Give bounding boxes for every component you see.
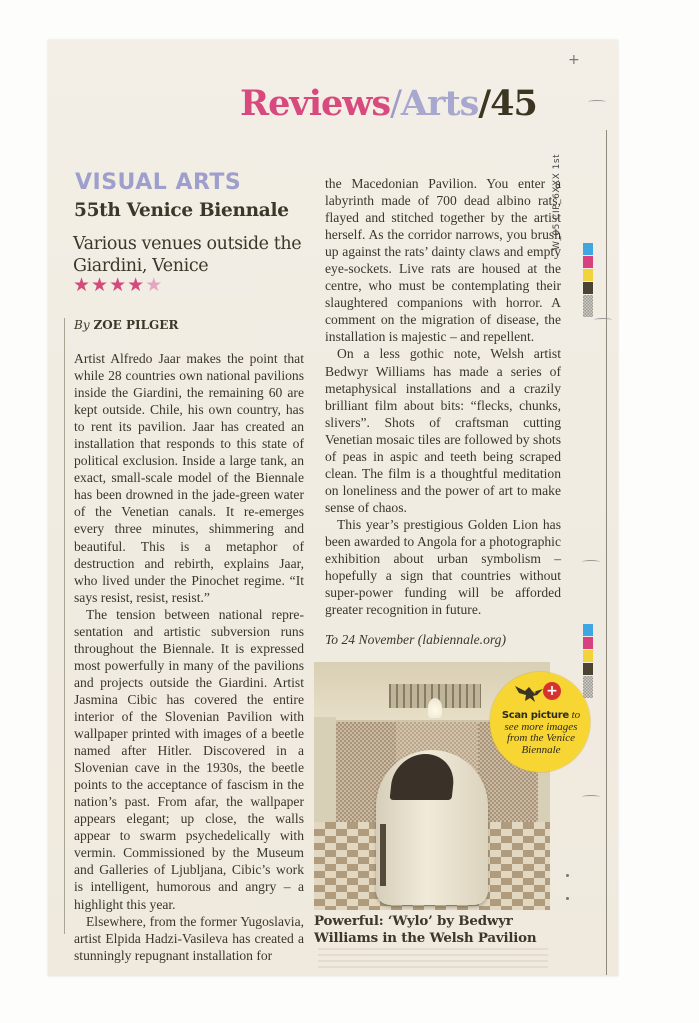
swatch-black <box>583 282 593 294</box>
paragraph: This year’s prestigious Golden Lion has been awarded to Angola for a photographic exhibition about urban symbolism – hopefully a sign that countries without super-power funding will be afforded greater recognition in future. <box>325 516 561 618</box>
star-filled-icon: ★ <box>127 274 146 296</box>
swatch-black <box>583 663 593 675</box>
tear-mark <box>582 795 600 799</box>
photo-pillar <box>314 717 336 837</box>
star-rating <box>73 274 163 296</box>
exhibition-dates: To 24 November (labiennale.org) <box>325 632 506 647</box>
folio-page-number: 45 <box>490 83 537 124</box>
section-kicker: VISUAL ARTS <box>75 170 242 195</box>
star-empty-icon: ★ <box>145 274 164 296</box>
plus-icon: + <box>543 682 561 700</box>
eagle-icon <box>513 683 547 705</box>
column-rule <box>64 318 65 934</box>
scan-picture-badge <box>490 672 590 772</box>
swatch-yellow <box>583 269 593 281</box>
star-filled-icon: ★ <box>109 274 128 296</box>
event-title: 55th Venice Biennale <box>74 200 289 221</box>
paragraph: The tension between national representation and artistic subversion runs throughout the Biennale. It is expressed most powerfully in many of the pavilions and projects outside the Giardini. Artist Jasmina Cibic has covered the entire interior of the Slovenian Pavilion with wallpaper printed with images of a beetle named after Hitler. Discovered in a Slovenian cave in the 1930s, the beetle points to the acceptance of fascism in the nation’s past. From afar, the wallpaper appears elegant; up close, the walls appear to swarm psychedelically with vermin. Commissioned by the Museum and Galleries of Ljubljana, Cibic’s work is intelligent, humorous and angry – a highlight this year. <box>74 606 304 912</box>
page-folio <box>240 83 537 124</box>
photo-caption: Powerful: ‘Wylo’ by Bedwyr Williams in the Welsh Pavilion <box>314 913 537 946</box>
speck <box>566 897 569 900</box>
tear-mark <box>594 318 612 322</box>
byline-prefix: By <box>74 318 90 332</box>
scan-badge-rest: to see more images from the Venice Biennale <box>504 709 581 756</box>
swatch-yellow <box>583 650 593 662</box>
folio-separator: / <box>478 83 491 124</box>
star-filled-icon: ★ <box>91 274 110 296</box>
paragraph: the Macedonian Pavilion. You enter a labyrinth made of 700 dead albino rats, flayed and stitched together by the artist herself. As the corridor narrows, you brush up against the rats’ dainty claws and empty eye-sockets. Live rats are housed at the centre, who must be contemplating their slaughtered companions with horror. A comment on the migration of disease, the installation is majestic – and repellent. <box>325 176 561 345</box>
show-through-text <box>318 948 548 970</box>
swatch-cyan <box>583 243 593 255</box>
tear-mark <box>588 100 606 104</box>
scan-badge-text <box>494 710 588 756</box>
speck <box>566 874 569 877</box>
photo-dome-door <box>380 824 386 886</box>
crop-mark-icon: + <box>568 52 580 68</box>
swatch-grey <box>583 676 593 698</box>
print-slug: W_05 CIP_6XXX 1st <box>552 153 562 250</box>
registration-color-bar-lower <box>583 624 593 699</box>
star-filled-icon: ★ <box>73 274 92 296</box>
swatch-magenta <box>583 256 593 268</box>
byline <box>74 318 178 332</box>
photo-lamp <box>428 698 442 718</box>
tear-mark <box>582 560 600 564</box>
folio-subsection: Arts <box>400 83 479 124</box>
author-name: ZOE PILGER <box>93 318 179 332</box>
registration-color-bar <box>583 243 593 318</box>
article-column-right <box>325 175 561 618</box>
venue-subtitle: Various venues outside the Giardini, Venice <box>73 234 302 276</box>
folio-section: Reviews <box>240 83 391 124</box>
swatch-grey <box>583 295 593 317</box>
paragraph: Artist Alfredo Jaar makes the point that while 28 countries own national pavilions inside the Giardini, the remaining 60 are kept outside. Chile, his own country, has to rent its pavilion. Jaar has created an installation that responds to this state of political exclusion. Inside a large tank, an exact, small-scale model of the Biennale has been drowned in the jade-green water of the Venetian canals. It re-emerges every three minutes, shimmering and beautiful. This is a metaphor of destruction and rebirth, explains Jaar, who lived under the Pinochet regime. “It says resist, resist, resist.” <box>74 351 304 605</box>
folio-separator: / <box>390 84 401 124</box>
swatch-cyan <box>583 624 593 636</box>
page-edge-rule <box>606 130 607 975</box>
swatch-magenta <box>583 637 593 649</box>
paragraph: On a less gothic note, Welsh artist Bedwyr Williams has made a series of metaphysical installations and a crazily brilliant film about bits: “flecks, chunks, slivers”. Shots of craftsman cutting Venetian mosaic tiles are followed by shots of peas in aspic and teeth being scraped clean. The film is a thoughtful meditation on loneliness and the power of art to make sense of chaos. <box>325 346 561 515</box>
scan-badge-lead: Scan picture <box>501 710 569 721</box>
article-column-left <box>74 350 304 964</box>
paragraph: Elsewhere, from the former Yugoslavia, artist Elpida Hadzi-Vasileva has created a stunningly repugnant installation for <box>74 913 304 963</box>
